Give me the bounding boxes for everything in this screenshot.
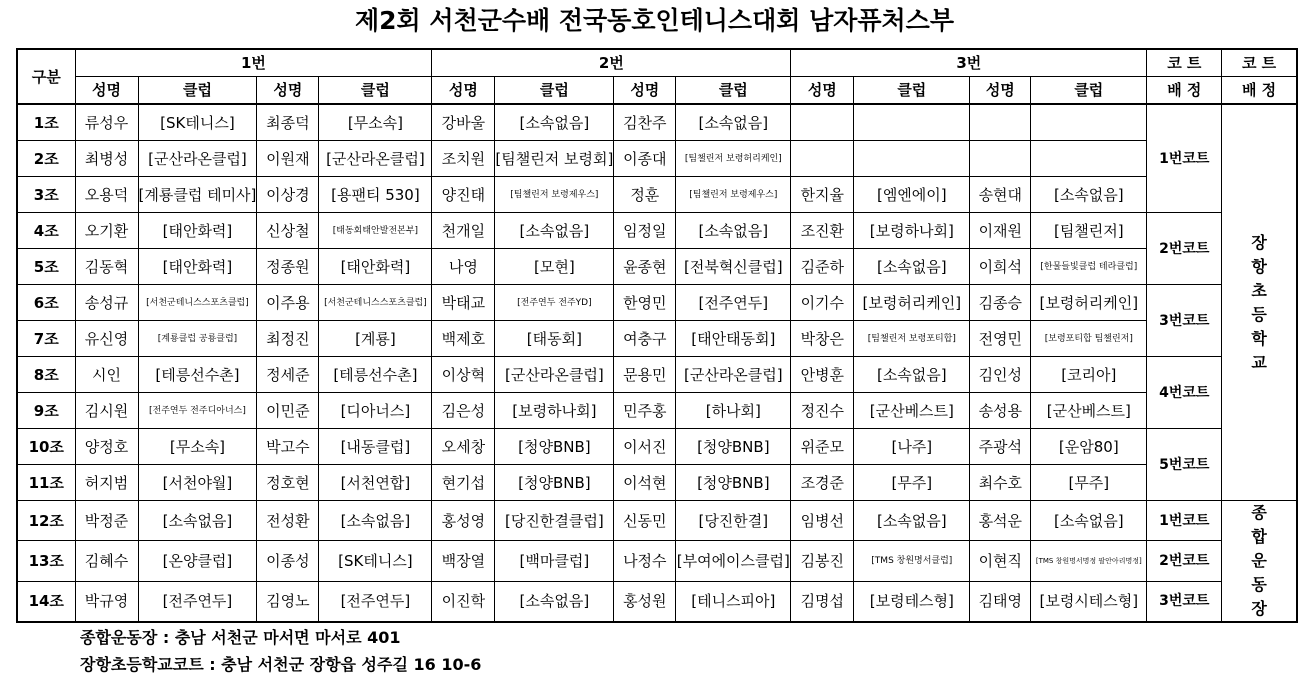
player-club: [군산베스트] [854, 393, 970, 429]
player-name: 최병성 [75, 141, 138, 177]
player-name: 박정준 [75, 501, 138, 541]
player-name: 나영 [432, 249, 495, 285]
player-club: [서천군테니스스포츠클럽] [319, 285, 432, 321]
group-label: 11조 [17, 465, 75, 501]
court-assignment: 2번코트 [1147, 213, 1222, 285]
player-name: 김명섭 [791, 581, 854, 622]
player-name: 박태교 [432, 285, 495, 321]
group-label: 4조 [17, 213, 75, 249]
player-name: 홍석운 [970, 501, 1031, 541]
player-name: 한영민 [614, 285, 676, 321]
name-header: 성명 [257, 77, 319, 105]
player-club: [팀챌린저 보령포티합] [854, 321, 970, 357]
group-label: 6조 [17, 285, 75, 321]
player-name: 최종덕 [257, 104, 319, 141]
player-name [970, 104, 1031, 141]
player-club: [소속없음] [495, 581, 614, 622]
player-club: [내동클럽] [319, 429, 432, 465]
player-name [791, 104, 854, 141]
player-club: [소속없음] [495, 104, 614, 141]
player-name: 이기수 [791, 285, 854, 321]
player-club: [보령하나회] [495, 393, 614, 429]
table-row [17, 581, 1297, 622]
page-title: 제2회 서천군수배 전국동호인테니스대회 남자퓨처스부 [355, 6, 954, 35]
player-name: 양정호 [75, 429, 138, 465]
draw-body [17, 104, 1297, 622]
player-name: 조진환 [791, 213, 854, 249]
court-header: 코 트 [1147, 49, 1222, 77]
player-name: 김혜수 [75, 541, 138, 581]
pair-header-2: 2번 [432, 49, 791, 77]
player-name: 김찬주 [614, 104, 676, 141]
player-club: [백마클럽] [495, 541, 614, 581]
group-label: 9조 [17, 393, 75, 429]
player-club: [소속없음] [1031, 177, 1147, 213]
player-club: [서천야월] [138, 465, 257, 501]
player-club: [군산라온클럽] [319, 141, 432, 177]
player-name: 정세준 [257, 357, 319, 393]
player-club: [서천군테니스스포츠클럽] [138, 285, 257, 321]
player-name [970, 141, 1031, 177]
player-club: [보령포티합 팀챌린저] [1031, 321, 1147, 357]
name-header: 성명 [791, 77, 854, 105]
player-name: 나정수 [614, 541, 676, 581]
player-club: [보령하나회] [854, 213, 970, 249]
player-name: 백제호 [432, 321, 495, 357]
player-name: 이희석 [970, 249, 1031, 285]
player-name: 박창은 [791, 321, 854, 357]
player-name: 임병선 [791, 501, 854, 541]
player-name: 주광석 [970, 429, 1031, 465]
player-club: [보령허리케인] [1031, 285, 1147, 321]
court-assignment: 3번코트 [1147, 581, 1222, 622]
player-club: [전주연두] [319, 581, 432, 622]
player-club: [소속없음] [854, 357, 970, 393]
club-header: 클럽 [138, 77, 257, 105]
player-club: [SK테니스] [138, 104, 257, 141]
venue-label [1222, 501, 1297, 623]
footer-address-2: 장항초등학교코트 : 충남 서천군 장항읍 성주길 16 10-6 [80, 655, 482, 674]
player-club: [팀챌린저 보령회] [495, 141, 614, 177]
player-club: [전주연두] [676, 285, 791, 321]
table-row [17, 104, 1297, 141]
court-header-2: 코 트 [1222, 49, 1297, 77]
player-club: [모현] [495, 249, 614, 285]
group-label: 13조 [17, 541, 75, 581]
group-label: 7조 [17, 321, 75, 357]
player-club: [TMS 창원명서클럽] [854, 541, 970, 581]
player-name: 최정진 [257, 321, 319, 357]
player-name: 강바울 [432, 104, 495, 141]
player-name: 김영노 [257, 581, 319, 622]
court-assignment: 1번코트 [1147, 104, 1222, 213]
player-club: [청양BNB] [676, 465, 791, 501]
player-club: [서천연합] [319, 465, 432, 501]
court-assignment: 2번코트 [1147, 541, 1222, 581]
player-club: [용팬티 530] [319, 177, 432, 213]
draw-table [16, 48, 1298, 623]
player-name: 박고수 [257, 429, 319, 465]
table-row [17, 501, 1297, 541]
player-name: 여충구 [614, 321, 676, 357]
player-name: 전성환 [257, 501, 319, 541]
player-name: 위준모 [791, 429, 854, 465]
player-name: 이재원 [970, 213, 1031, 249]
player-club: [디아너스] [319, 393, 432, 429]
player-name [791, 141, 854, 177]
group-label: 14조 [17, 581, 75, 622]
player-club: [당진한결클럽] [495, 501, 614, 541]
player-name: 이현직 [970, 541, 1031, 581]
player-name: 오용덕 [75, 177, 138, 213]
player-name: 홍성영 [432, 501, 495, 541]
player-club: [전주연두 전주YD] [495, 285, 614, 321]
player-club: [운암80] [1031, 429, 1147, 465]
player-name: 조경준 [791, 465, 854, 501]
player-name: 송현대 [970, 177, 1031, 213]
player-name: 이서진 [614, 429, 676, 465]
player-club: [태안화력] [138, 249, 257, 285]
player-club: [소속없음] [319, 501, 432, 541]
player-club [854, 104, 970, 141]
player-name: 김은성 [432, 393, 495, 429]
player-name: 신동민 [614, 501, 676, 541]
player-name: 조치원 [432, 141, 495, 177]
player-name: 민주홍 [614, 393, 676, 429]
name-header: 성명 [970, 77, 1031, 105]
player-name: 허지범 [75, 465, 138, 501]
player-name: 류성우 [75, 104, 138, 141]
table-row [17, 213, 1297, 249]
player-club: [팀챌린저 보령허리케인] [676, 141, 791, 177]
assign-header-2: 배 정 [1222, 77, 1297, 105]
player-name: 송성용 [970, 393, 1031, 429]
group-label: 5조 [17, 249, 75, 285]
court-assignment: 1번코트 [1147, 501, 1222, 541]
player-club: [태안화력] [319, 249, 432, 285]
player-club [854, 141, 970, 177]
player-name: 이진학 [432, 581, 495, 622]
player-name: 전영민 [970, 321, 1031, 357]
player-name: 이상혁 [432, 357, 495, 393]
player-club: [군산라온클럽] [676, 357, 791, 393]
player-club: [청양BNB] [495, 429, 614, 465]
player-club: [테릉선수촌] [138, 357, 257, 393]
player-name: 한지율 [791, 177, 854, 213]
player-club: [한물들빛클럽 테라클럽] [1031, 249, 1147, 285]
venue-label-text: 장항초등학교 [1251, 232, 1267, 372]
player-club: [테니스피아] [676, 581, 791, 622]
player-name: 최수호 [970, 465, 1031, 501]
player-name: 김동혁 [75, 249, 138, 285]
name-header: 성명 [614, 77, 676, 105]
player-name: 김인성 [970, 357, 1031, 393]
player-name: 정호현 [257, 465, 319, 501]
player-club: [하나회] [676, 393, 791, 429]
court-assignment: 3번코트 [1147, 285, 1222, 357]
table-row [17, 177, 1297, 213]
player-club: [군산베스트] [1031, 393, 1147, 429]
player-name: 박규영 [75, 581, 138, 622]
player-club: [팀챌린저 보령제우스] [676, 177, 791, 213]
player-club: [팀챌린저 보령제우스] [495, 177, 614, 213]
player-club: [SK테니스] [319, 541, 432, 581]
assign-header: 배 정 [1147, 77, 1222, 105]
table-row [17, 357, 1297, 393]
pair-header-3: 3번 [791, 49, 1147, 77]
court-assignment: 5번코트 [1147, 429, 1222, 501]
player-club: [TMS 창원명서명정 팔안아리명정] [1031, 541, 1147, 581]
player-name: 임정일 [614, 213, 676, 249]
player-name: 오기환 [75, 213, 138, 249]
player-name: 양진태 [432, 177, 495, 213]
pair-header-1: 1번 [75, 49, 432, 77]
footer-address-1: 종합운동장 : 충남 서천군 마서면 마서로 401 [80, 628, 401, 647]
player-club: [코리아] [1031, 357, 1147, 393]
group-label: 3조 [17, 177, 75, 213]
player-name: 안병훈 [791, 357, 854, 393]
player-name: 유신영 [75, 321, 138, 357]
player-club: [전북혁신클럽] [676, 249, 791, 285]
player-name: 문용민 [614, 357, 676, 393]
group-label: 10조 [17, 429, 75, 465]
player-name: 정종원 [257, 249, 319, 285]
player-club: [팀챌린저] [1031, 213, 1147, 249]
player-club [1031, 104, 1147, 141]
player-name: 김시원 [75, 393, 138, 429]
player-name: 현기섭 [432, 465, 495, 501]
player-club: [소속없음] [676, 213, 791, 249]
player-club: [소속없음] [854, 249, 970, 285]
player-club: [무주] [854, 465, 970, 501]
player-club: [군산라온클럽] [495, 357, 614, 393]
court-assignment: 4번코트 [1147, 357, 1222, 429]
player-club: [보령테스형] [854, 581, 970, 622]
player-club: [청양BNB] [495, 465, 614, 501]
player-club: [계룡] [319, 321, 432, 357]
club-header: 클럽 [319, 77, 432, 105]
player-club: [태동회태안발전본부] [319, 213, 432, 249]
player-name: 김태영 [970, 581, 1031, 622]
name-header: 성명 [75, 77, 138, 105]
player-club: [소속없음] [1031, 501, 1147, 541]
player-club: [태안화력] [138, 213, 257, 249]
player-name: 홍성원 [614, 581, 676, 622]
player-name: 이석현 [614, 465, 676, 501]
player-club: [계룡클럽 공룡클럽] [138, 321, 257, 357]
player-name: 오세창 [432, 429, 495, 465]
player-name: 이주용 [257, 285, 319, 321]
player-name: 이민준 [257, 393, 319, 429]
player-name: 백장열 [432, 541, 495, 581]
player-name: 정진수 [791, 393, 854, 429]
player-name: 이종성 [257, 541, 319, 581]
table-row [17, 321, 1297, 357]
group-label: 2조 [17, 141, 75, 177]
club-header: 클럽 [676, 77, 791, 105]
player-club: [전주연두 전주디아너스] [138, 393, 257, 429]
player-name: 윤종현 [614, 249, 676, 285]
player-club: [부여에이스클럽] [676, 541, 791, 581]
player-club: [온양클럽] [138, 541, 257, 581]
player-name: 천개일 [432, 213, 495, 249]
player-name: 이상경 [257, 177, 319, 213]
player-club: [당진한결] [676, 501, 791, 541]
table-row [17, 465, 1297, 501]
player-club: [엠엔에이] [854, 177, 970, 213]
player-club: [소속없음] [676, 104, 791, 141]
club-header: 클럽 [854, 77, 970, 105]
player-club: [무소속] [319, 104, 432, 141]
table-row [17, 541, 1297, 581]
table-row [17, 249, 1297, 285]
player-name: 이종대 [614, 141, 676, 177]
player-club: [소속없음] [495, 213, 614, 249]
player-club: [테릉선수촌] [319, 357, 432, 393]
table-row [17, 393, 1297, 429]
venue-label [1222, 104, 1297, 501]
group-header: 구분 [17, 49, 75, 104]
player-club: [무주] [1031, 465, 1147, 501]
table-row [17, 429, 1297, 465]
player-club: [소속없음] [138, 501, 257, 541]
player-club: [태동회] [495, 321, 614, 357]
table-row [17, 141, 1297, 177]
player-name: 이원재 [257, 141, 319, 177]
player-club: [군산라온클럽] [138, 141, 257, 177]
player-club: [보령허리케인] [854, 285, 970, 321]
player-name: 정훈 [614, 177, 676, 213]
venue-label-text: 종합운동장 [1251, 503, 1267, 618]
player-name: 김종승 [970, 285, 1031, 321]
player-club: [소속없음] [854, 501, 970, 541]
player-club: [나주] [854, 429, 970, 465]
table-row [17, 285, 1297, 321]
group-label: 12조 [17, 501, 75, 541]
player-club: [무소속] [138, 429, 257, 465]
player-club: [청양BNB] [676, 429, 791, 465]
name-header: 성명 [432, 77, 495, 105]
club-header: 클럽 [1031, 77, 1147, 105]
player-name: 신상철 [257, 213, 319, 249]
player-name: 시인 [75, 357, 138, 393]
player-name: 송성규 [75, 285, 138, 321]
player-name: 김봉진 [791, 541, 854, 581]
player-club [1031, 141, 1147, 177]
group-label: 1조 [17, 104, 75, 141]
player-club: [계룡클럽 테미사] [138, 177, 257, 213]
player-name: 김준하 [791, 249, 854, 285]
player-club: [보령시테스형] [1031, 581, 1147, 622]
club-header: 클럽 [495, 77, 614, 105]
player-club: [태안태동회] [676, 321, 791, 357]
group-label: 8조 [17, 357, 75, 393]
player-club: [전주연두] [138, 581, 257, 622]
